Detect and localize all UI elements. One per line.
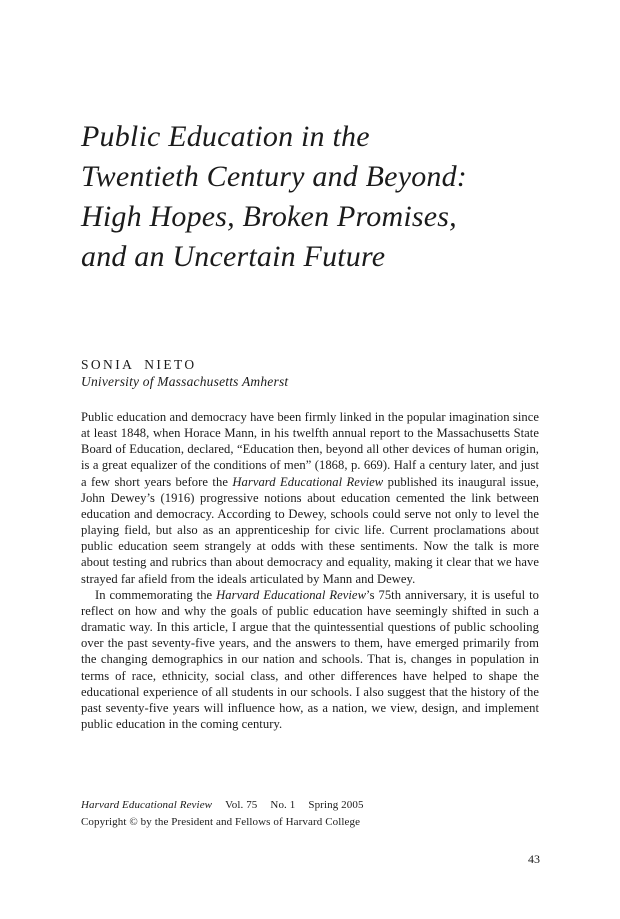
article-title bbox=[81, 117, 467, 277]
body-paragraph bbox=[81, 587, 539, 732]
author-affiliation: University of Massachusetts Amherst bbox=[81, 374, 289, 389]
body-paragraph bbox=[81, 409, 539, 587]
italic-journal-title: Harvard Educational Review bbox=[232, 474, 384, 489]
body-paragraphs bbox=[81, 409, 539, 732]
text-run: Public education and democracy have been firmly linked in the popular imagination since at least 1848, when Horace Mann, in his twelfth annual report to the Massachusetts State Board of Education, declared, “Education then, beyond all other devices of human origin, is a great equalizer of the conditions of men” (1868, p. 669). Half a century later, and just a few short years before the bbox=[81, 410, 539, 489]
text-run: published its inaugural issue, John Dewey’s (1916) progressive notions about education cemented the link between education and democracy. According to Dewey, schools could serve not only to level the playing field, but also as an apprenticeship for civic life. Current proclamations about public education seem strangely at odds with these sentiments. Now the talk is more about testing and rubrics than about democracy and equality, making it clear that we have strayed far afield from the ideals articulated by Mann and Dewey. bbox=[81, 474, 539, 586]
text-run: In commemorating the bbox=[95, 587, 217, 602]
italic-journal-title: Harvard Educational Review bbox=[216, 587, 367, 602]
author-block bbox=[81, 357, 288, 390]
journal-citation-line bbox=[81, 797, 364, 814]
title-line-4: and an Uncertain Future bbox=[81, 240, 386, 273]
journal-name: Harvard Educational Review bbox=[81, 799, 213, 811]
title-line-2: Twentieth Century and Beyond: bbox=[81, 160, 468, 193]
title-line-3: High Hopes, Broken Promises, bbox=[81, 200, 457, 233]
journal-season: Spring 2005 bbox=[308, 799, 364, 811]
text-run: ’s 75th anniversary, it is useful to reflect on how and why the goals of public education have seemingly shifted in such a dramatic way. In this article, I argue that the quintessential questions of public schooling over the past seventy-five years, and the answers to them, have emerged primarily from the changing demographics in our nation and schools. That is, changes in population in terms of race, ethnicity, social class, and other differences have helped to shape the educational experience of all students in our schools. I also suggest that the history of the past seventy-five years will influence how, as a nation, we view, design, and implement public education in the coming century. bbox=[81, 587, 539, 731]
journal-volume: Vol. 75 bbox=[225, 799, 258, 811]
journal-issue-number: No. 1 bbox=[270, 799, 296, 811]
page-number: 43 bbox=[528, 852, 540, 866]
journal-footer bbox=[81, 797, 364, 831]
copyright-notice: Copyright © by the President and Fellows of Harvard College bbox=[81, 816, 361, 828]
author-name: SONIA NIETO bbox=[81, 357, 197, 372]
title-line-1: Public Education in the bbox=[81, 120, 370, 153]
